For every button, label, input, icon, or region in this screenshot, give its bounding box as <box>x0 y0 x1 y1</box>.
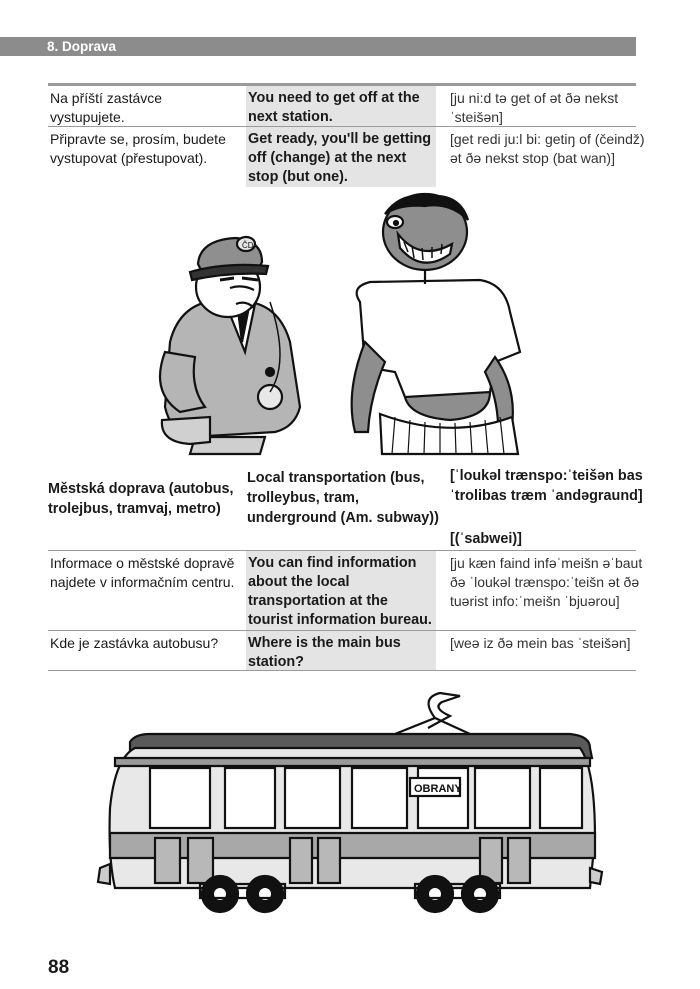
czech-phrase: Na příští zastávce vystupujete. <box>50 90 163 125</box>
pronunciation: [get redi ju:l bi: getiŋ of (čeindž) ət ðə nekst stop (bat wan)] <box>450 131 645 166</box>
czech-phrase: Informace o městské dopravě najdete v informačním centru. <box>50 555 235 590</box>
table-row <box>48 631 636 671</box>
cap-badge-text: ČD <box>242 241 254 250</box>
pronunciation: [weə iz ðə mein bas ˈsteišən] <box>450 635 631 651</box>
czech-phrase: Kde je zastávka autobusu? <box>50 635 219 651</box>
conductor-passenger-illustration <box>150 192 540 460</box>
tram-illustration <box>90 688 610 924</box>
table-bottom-rule <box>48 670 636 671</box>
english-phrase: Get ready, you'll be getting off (change) at the next stop (but one). <box>246 127 436 187</box>
page-number: 88 <box>48 957 70 978</box>
czech-phrase: Připravte se, prosím, budete vystupovat (přestupovat). <box>50 131 226 166</box>
chapter-title: 8. Doprava <box>47 39 117 54</box>
english-phrase: Where is the main bus station? <box>246 631 436 671</box>
table-row <box>48 127 645 187</box>
table-row <box>48 551 643 631</box>
section-heading-english: Local transportation (bus, trolleybus, tram, underground (Am. subway)) <box>247 470 439 526</box>
section-heading-pronunciation-alt: [(ˈsabwei)] <box>450 531 522 547</box>
section-heading-czech: Městská doprava (autobus, trolejbus, tramvaj, metro) <box>48 481 234 517</box>
pronunciation: [ju kæn faind infəˈmeišn əˈbaut ðə ˈloukəl trænspo:ˈteišn ət ðə tuərist info:ˈmeišn ˈbjuərou] <box>450 555 643 609</box>
chapter-header <box>0 37 636 56</box>
section-heading-pronunciation: [ˈloukəl trænspo:ˈteišən bas ˈtrolibas træm ˈandəgraund] <box>450 468 643 504</box>
tram-destination-sign: OBRANY <box>414 783 462 795</box>
pronunciation: [ju ni:d tə get of ət ðə nekst ˈsteišən] <box>450 90 619 125</box>
english-phrase: You need to get off at the next station. <box>246 86 436 126</box>
english-phrase: You can find information about the local transportation at the tourist information bureau. <box>246 551 436 631</box>
table-row <box>48 86 636 126</box>
